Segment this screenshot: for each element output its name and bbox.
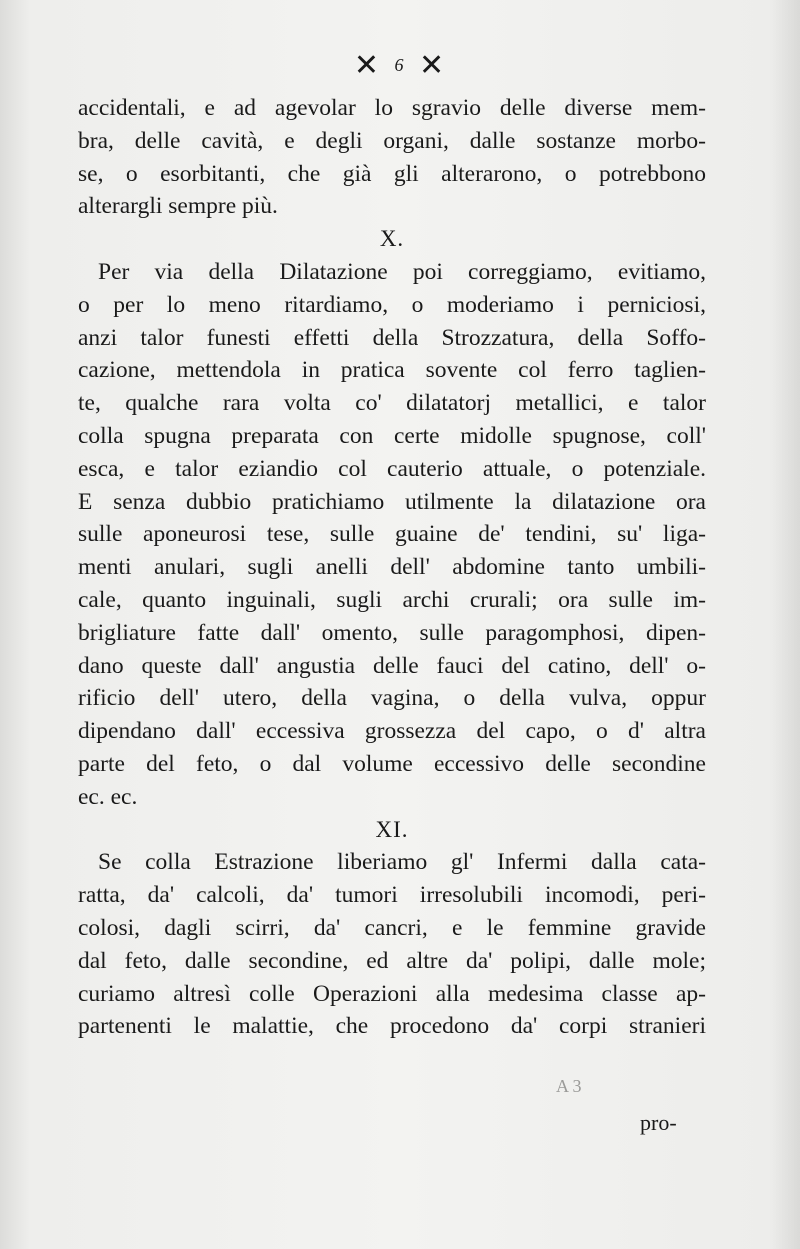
text-line: te, qualche rara volta co' dilatatorj metallici, e talor — [78, 390, 706, 417]
section-heading-x: X. — [379, 226, 405, 252]
text-line: dano queste dall' angustia delle fauci del catino, dell' o- — [78, 652, 706, 679]
catchword: pro- — [640, 1110, 677, 1135]
text-line: anzi talor funesti effetti della Strozzatura, della Soffo- — [78, 324, 706, 351]
text-line: ratta, da' calcoli, da' tumori irresolubili incomodi, peri- — [78, 882, 706, 909]
body-text — [78, 92, 706, 1043]
text-line: parte del feto, o dal volume eccessivo delle secondine — [78, 750, 706, 777]
text-line: E senza dubbio pratichiamo utilmente la dilatazione ora — [78, 488, 706, 515]
header-ornament-right: ✕ — [419, 49, 447, 82]
text-line: dipendano dall' eccessiva grossezza del capo, o d' altra — [78, 718, 706, 745]
text-line: se, o esorbitanti, che già gli alterarono, o potrebbono — [78, 160, 706, 187]
page-number: 6 — [394, 55, 406, 75]
text-line: curiamo altresì colle Operazioni alla medesima classe ap- — [78, 980, 706, 1007]
text-line: esca, e talor eziandio col cauterio attuale, o potenziale. — [78, 455, 706, 482]
text-line: cale, quanto inguinali, sugli archi crurali; ora sulle im- — [78, 586, 706, 613]
text-line: sulle aponeurosi tese, sulle guaine de' tendini, su' liga- — [78, 521, 706, 548]
text-line: partenenti le malattie, che procedono da' corpi stranieri — [78, 1013, 706, 1040]
text-line: colosi, dagli scirri, da' cancri, e le femmine gravide — [78, 914, 706, 941]
text-line: Per via della Dilatazione poi correggiamo, evitiamo, — [98, 258, 706, 285]
page-header — [0, 48, 800, 83]
text-line: dal feto, dalle secondine, ed altre da' polipi, dalle mole; — [78, 947, 706, 974]
text-line: accidentali, e ad agevolar lo sgravio delle diverse mem- — [78, 95, 706, 121]
text-line: bra, delle cavità, e degli organi, dalle sostanze morbo- — [78, 127, 706, 154]
text-line: ec. ec. — [78, 783, 138, 810]
text-line: menti anulari, sugli anelli dell' abdomine tanto umbili- — [78, 554, 706, 581]
header-ornament-left: ✕ — [353, 49, 381, 82]
text-line: rificio dell' utero, della vagina, o della vulva, oppur — [78, 685, 706, 712]
section-heading-xi: XI. — [375, 816, 409, 842]
signature-mark: A 3 — [556, 1076, 582, 1096]
text-line: colla spugna preparata con certe midolle spugnose, coll' — [78, 422, 706, 449]
text-line: cazione, mettendola in pratica sovente col ferro taglien- — [78, 357, 706, 384]
text-line: Se colla Estrazione liberiamo gl' Infermi dalla cata- — [98, 849, 706, 876]
text-line: brigliature fatte dall' omento, sulle paragomphosi, dipen- — [78, 619, 706, 646]
text-line: alterargli sempre più. — [78, 193, 278, 220]
text-line: o per lo meno ritardiamo, o moderiamo i perniciosi, — [78, 291, 706, 318]
